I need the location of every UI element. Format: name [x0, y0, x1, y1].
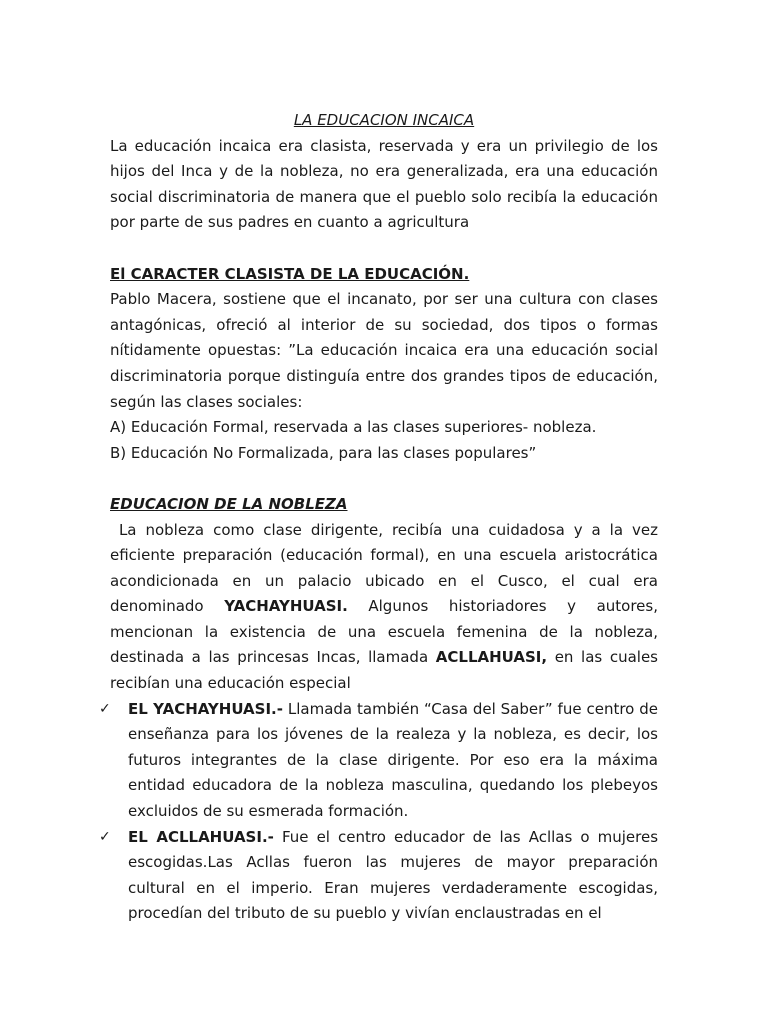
bullet-term: EL ACLLAHUASI.-	[128, 827, 274, 846]
body-text: La nobleza como clase dirigente, recibía una cuidadosa y a la vez eficiente preparación (educación formal), en una escuela aristocrática acondicionada en un palacio ubicado en el Cusco, el cual era denominado	[110, 520, 658, 616]
intro-paragraph: La educación incaica era clasista, reservada y era un privilegio de los hijos del Inca y de la nobleza, no era generalizada, era una educación social discriminatoria de manera que el pueblo solo recibía la educación por parte de sus padres en cuanto a agricultura	[110, 136, 658, 232]
bullet-text: Llamada también “Casa del Saber” fue centro de enseñanza para los jóvenes de la realeza y la nobleza, es decir, los futuros integrantes de la clase dirigente. Por eso era la máxima entidad educadora de la nobleza masculina, quedando los plebeyos excluidos de su esmerada formación.	[128, 699, 658, 821]
spacer	[110, 466, 658, 492]
term-yachayhuasi: YACHAYHUASI.	[224, 597, 348, 616]
section-body-nobleza	[110, 518, 658, 697]
spacer	[110, 236, 658, 262]
section-body-clasista: Pablo Macera, sostiene que el incanato, por ser una cultura con clases antagónicas, ofreció al interior de su sociedad, dos tipos o formas nítidamente opuestas: ”La educación incaica era una educación social discriminatoria porque distinguía entre dos grandes tipos de educación, según las clases sociales:	[110, 290, 658, 411]
bullet-text: Fue el centro educador de las Acllas o mujeres escogidas.Las Acllas fueron las mujeres de mayor preparación cultural en el imperio. Eran mujeres verdaderamente escogidas, procedían del tributo de su pueblo y vivían enclaustradas en el	[128, 827, 659, 923]
check-icon: ✓	[99, 828, 111, 845]
list-item	[99, 697, 658, 825]
document-title: LA EDUCACION INCAICA	[293, 111, 475, 129]
body-text: Algunos historiadores y autores, mencionan la existencia de una escuela femenina de la nobleza, destinada a las princesas Incas, llamada	[110, 597, 658, 667]
section-heading-clasista: El CARACTER CLASISTA DE LA EDUCACIÓN.	[110, 264, 470, 283]
check-icon: ✓	[99, 700, 111, 717]
list-item	[99, 825, 659, 927]
document-page	[99, 108, 659, 927]
checklist	[99, 697, 659, 927]
term-acllahuasi: ACLLAHUASI,	[435, 648, 548, 667]
list-item-b: B) Educación No Formalizada, para las clases populares”	[110, 443, 537, 462]
list-item-a: A) Educación Formal, reservada a las clases superiores- nobleza.	[110, 418, 597, 437]
bullet-term: EL YACHAYHUASI.-	[128, 699, 283, 718]
body-text: en las cuales recibían una educación especial	[110, 648, 658, 693]
section-heading-nobleza: EDUCACION DE LA NOBLEZA	[110, 494, 348, 513]
